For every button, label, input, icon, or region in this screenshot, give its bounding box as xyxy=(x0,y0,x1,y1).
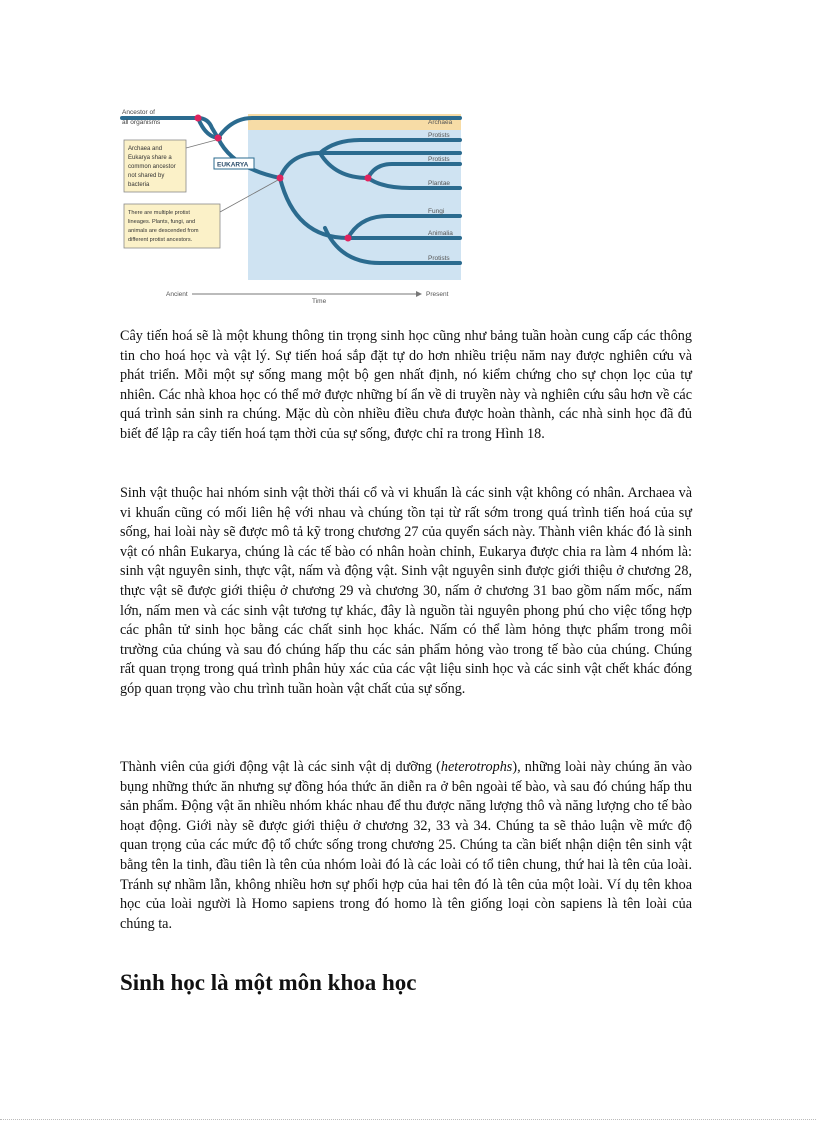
p3-text-before: Thành viên của giới động vật là các sinh vật dị dưỡng ( xyxy=(120,759,441,775)
paragraph-animal-kingdom xyxy=(120,758,692,934)
note-2-line-2: lineages. Plants, fungi, and xyxy=(128,219,196,225)
note-1-line-4: not shared by xyxy=(128,173,165,179)
protist-node xyxy=(365,175,372,182)
opisthokont-node xyxy=(345,235,352,242)
branch-label-animalia: Animalia xyxy=(428,230,453,237)
note-1-line-1: Archaea and xyxy=(128,146,163,152)
note-1-line-5: bacteria xyxy=(128,182,150,188)
branch-label-fungi: Fungi xyxy=(428,208,445,215)
axis-label-ancient: Ancient xyxy=(166,291,188,298)
page-bottom-rule xyxy=(0,1119,816,1120)
axis-label-present: Present xyxy=(426,291,449,298)
axis-label-time: Time xyxy=(312,298,327,303)
note-2-line-3: animals are descended from xyxy=(128,228,199,234)
p3-italic-term: heterotrophs xyxy=(440,759,513,775)
note-1-line-2: Eukarya share a xyxy=(128,155,172,161)
note-archaea-eukarya xyxy=(124,140,216,192)
branch-label-protists-2: Protists xyxy=(428,156,450,163)
paragraph-evolution-tree: Cây tiến hoá sẽ là một khung thông tin trọng sinh học cũng như bảng tuần hoàn cung cấp các thông tin cho hoá học và vật lý. Sự tiến hoá sắp đặt tự do hơn nhiều triệu năm nay được nghiên cứu và phát triển. Mỗi một sự sống mang một bộ gen nhất định, nó kiểm chứng cho sự chọn lọc của tự nhiên. Các nhà khoa học có thể mở được những bí ẩn về di truyền này và nghiên cứu sâu hơn về các quá trình sản sinh ra chúng. Mặc dù còn nhiều điều chưa được hoàn thành, các nhà sinh học đã đủ biết để lập ra cây tiến hoá tạm thời của sự sống, được chỉ ra trong Hình 18. xyxy=(120,328,692,442)
branch-label-protists-1: Protists xyxy=(428,132,450,139)
branch-label-archaea: Archaea xyxy=(428,119,453,126)
section-heading: Sinh học là một môn khoa học xyxy=(120,970,417,995)
eukarya-label: EUKARYA xyxy=(217,161,249,169)
root-label-line-2: all organisms xyxy=(122,119,161,126)
root-node xyxy=(195,115,202,122)
time-axis xyxy=(166,291,449,303)
p3-text-after: ), những loài này chúng ăn vào bụng những thức ăn nhưng sự đồng hóa thức ăn diễn ra ở bên ngoài tế bào, và sau đó chúng hấp thu sản phẩm. Động vật ăn nhiều nhóm khác nhau để thu được năng lượng thô và năng lượng cho tế bào hoạt động. Giới này sẽ được giới thiệu ở chương 32, 33 và 34. Chúng ta sẽ thảo luận về mức độ quan trọng của các mức độ tổ chức sống trong chương 25. Chúng ta cần biết nhận diện tên sinh vật bằng tên la tinh, đầu tiên là tên của nhóm loài đó là các loài có tổ tiên chung, thứ hai là tên của loài. Tránh sự nhầm lẫn, không nhiều hơn sự phối hợp của hai tên đó là tên của một loài. Ví dụ tên khoa học của loài người là Homo sapiens trong đó homo là tên giống loại còn sapiens là tên loài của chúng ta. xyxy=(120,759,692,932)
note-2-line-4: different protist ancestors. xyxy=(128,237,193,243)
note-2-line-1: There are multiple protist xyxy=(128,210,190,216)
paragraph-prokaryotes-eukaryotes: Sinh vật thuộc hai nhóm sinh vật thời thái cổ và vi khuẩn là các sinh vật không có nhân. Archaea và vi khuẩn cũng có mối liên hệ với nhau và chúng tồn tại từ rất sớm trong quá trình tiến hoá của sự sống, hai loài này sẽ được mô tả kỹ trong chương 27 của quyển sách này. Thành viên khác đó là sinh vật có nhân Eukarya, chúng là các tế bào có nhân hoàn chỉnh, Eukarya được chia ra làm 4 nhóm là: sinh vật nguyên sinh, thực vật, nấm và động vật. Sinh vật nguyên sinh được giới thiệu ở chương 28, thực vật sẽ được giới thiệu ở chương 29 và chương 30, nấm ở chương 31 bao gồm nấm mốc, nấm lớn, nấm men và các sinh vật tương tự khác, đây là nguồn tài nguyên phong phú cho việc tổng hợp các phân tử sinh học bằng các chất sinh học khác. Nấm có thể làm hỏng thực phẩm trong môi trường của chúng và sau đó chúng hấp thu các sản phẩm hỏng vào trong tế bào của chúng. Chúng rất quan trọng trong quá trình phân hủy xác của các vật liệu sinh học và các sinh vật chết khác đóng góp quan trọng vào chu trình tuần hoàn vật chất của sự sống. xyxy=(120,485,692,697)
root-label-line-1: Ancestor of xyxy=(122,109,155,116)
branch-label-protists-3: Protists xyxy=(428,255,450,262)
note-1-line-3: common ancestor xyxy=(128,164,176,170)
branch-label-plantae: Plantae xyxy=(428,180,451,187)
tree-of-life-figure xyxy=(120,108,465,303)
